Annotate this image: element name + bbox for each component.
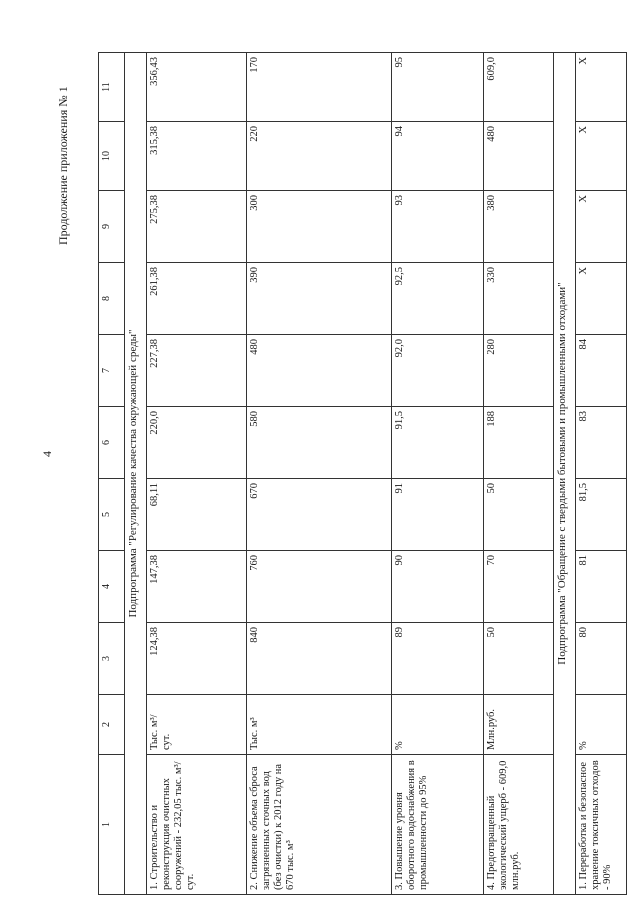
value-cell: 91 [392,479,484,551]
indicator-cell: 3. Повышение уровня оборотного водоснабжения в промышленности до 95% [392,755,484,895]
col-header: 9 [99,191,125,263]
table-row [147,53,247,895]
value-cell: 90 [392,551,484,623]
value-cell: 300 [247,191,392,263]
value-cell: 50 [484,479,554,551]
value-cell: 80 [576,623,627,695]
unit-cell: % [576,695,627,755]
indicator-cell: 2. Снижение объема сброса загрязненных сточных вод (без очистки) к 2012 году на 670 тыс. м³ [247,755,392,895]
table-row [576,53,627,895]
col-header: 10 [99,122,125,191]
value-cell: 580 [247,407,392,479]
col-header: 3 [99,623,125,695]
unit-cell: Тыс. м³ [247,695,392,755]
col-header: 5 [99,479,125,551]
value-cell: 220 [247,122,392,191]
value-cell: 84 [576,335,627,407]
value-cell: 330 [484,263,554,335]
section-title: Подпрограмма "Обращение с твердыми бытовыми и промышленными отходами" [554,53,576,895]
value-cell: Х [576,191,627,263]
value-cell: 840 [247,623,392,695]
value-cell: 670 [247,479,392,551]
value-cell: 70 [484,551,554,623]
value-cell: 609,0 [484,53,554,122]
value-cell: 356,43 [147,53,247,122]
value-cell: 91,5 [392,407,484,479]
value-cell: 390 [247,263,392,335]
table-row [392,53,484,895]
value-cell: 94 [392,122,484,191]
indicator-cell: 4. Предотвращенный экологический ущерб - 609,0 млн.руб. [484,755,554,895]
value-cell: Х [576,263,627,335]
value-cell: 170 [247,53,392,122]
col-header: 1 [99,755,125,895]
section-row [554,53,576,895]
unit-cell: % [392,695,484,755]
value-cell: 380 [484,191,554,263]
indicators-table [98,52,627,895]
col-header: 11 [99,53,125,122]
value-cell: 480 [247,335,392,407]
page-number: 4 [40,451,54,457]
unit-cell: Млн.руб. [484,695,554,755]
value-cell: 188 [484,407,554,479]
section-title: Подпрограмма "Регулирование качества окружающей среды" [125,53,147,895]
col-header: 7 [99,335,125,407]
table-row [484,53,554,895]
value-cell: Х [576,122,627,191]
value-cell: 81,5 [576,479,627,551]
value-cell: 93 [392,191,484,263]
value-cell: 95 [392,53,484,122]
col-header: 6 [99,407,125,479]
value-cell: 261,38 [147,263,247,335]
table-row [247,53,392,895]
indicator-cell: 1. Строительство и реконструкция очистных сооружений - 232,05 тыс. м³/сут. [147,755,247,895]
continuation-title: Продолжение приложения № 1 [56,86,70,245]
value-cell: 89 [392,623,484,695]
value-cell: 280 [484,335,554,407]
value-cell: 315,38 [147,122,247,191]
indicator-cell: 1. Переработка и безопасное хранение токсичных отходов - 90% [576,755,627,895]
value-cell: 147,38 [147,551,247,623]
col-header: 2 [99,695,125,755]
value-cell: 92,0 [392,335,484,407]
value-cell: Х [576,53,627,122]
unit-cell: Тыс. м³/сут. [147,695,247,755]
section-row [125,53,147,895]
col-header: 8 [99,263,125,335]
column-number-row [99,53,125,895]
value-cell: 760 [247,551,392,623]
value-cell: 275,38 [147,191,247,263]
value-cell: 227,38 [147,335,247,407]
value-cell: 220,0 [147,407,247,479]
value-cell: 92,5 [392,263,484,335]
value-cell: 68,11 [147,479,247,551]
value-cell: 83 [576,407,627,479]
value-cell: 124,38 [147,623,247,695]
value-cell: 50 [484,623,554,695]
col-header: 4 [99,551,125,623]
value-cell: 81 [576,551,627,623]
value-cell: 480 [484,122,554,191]
